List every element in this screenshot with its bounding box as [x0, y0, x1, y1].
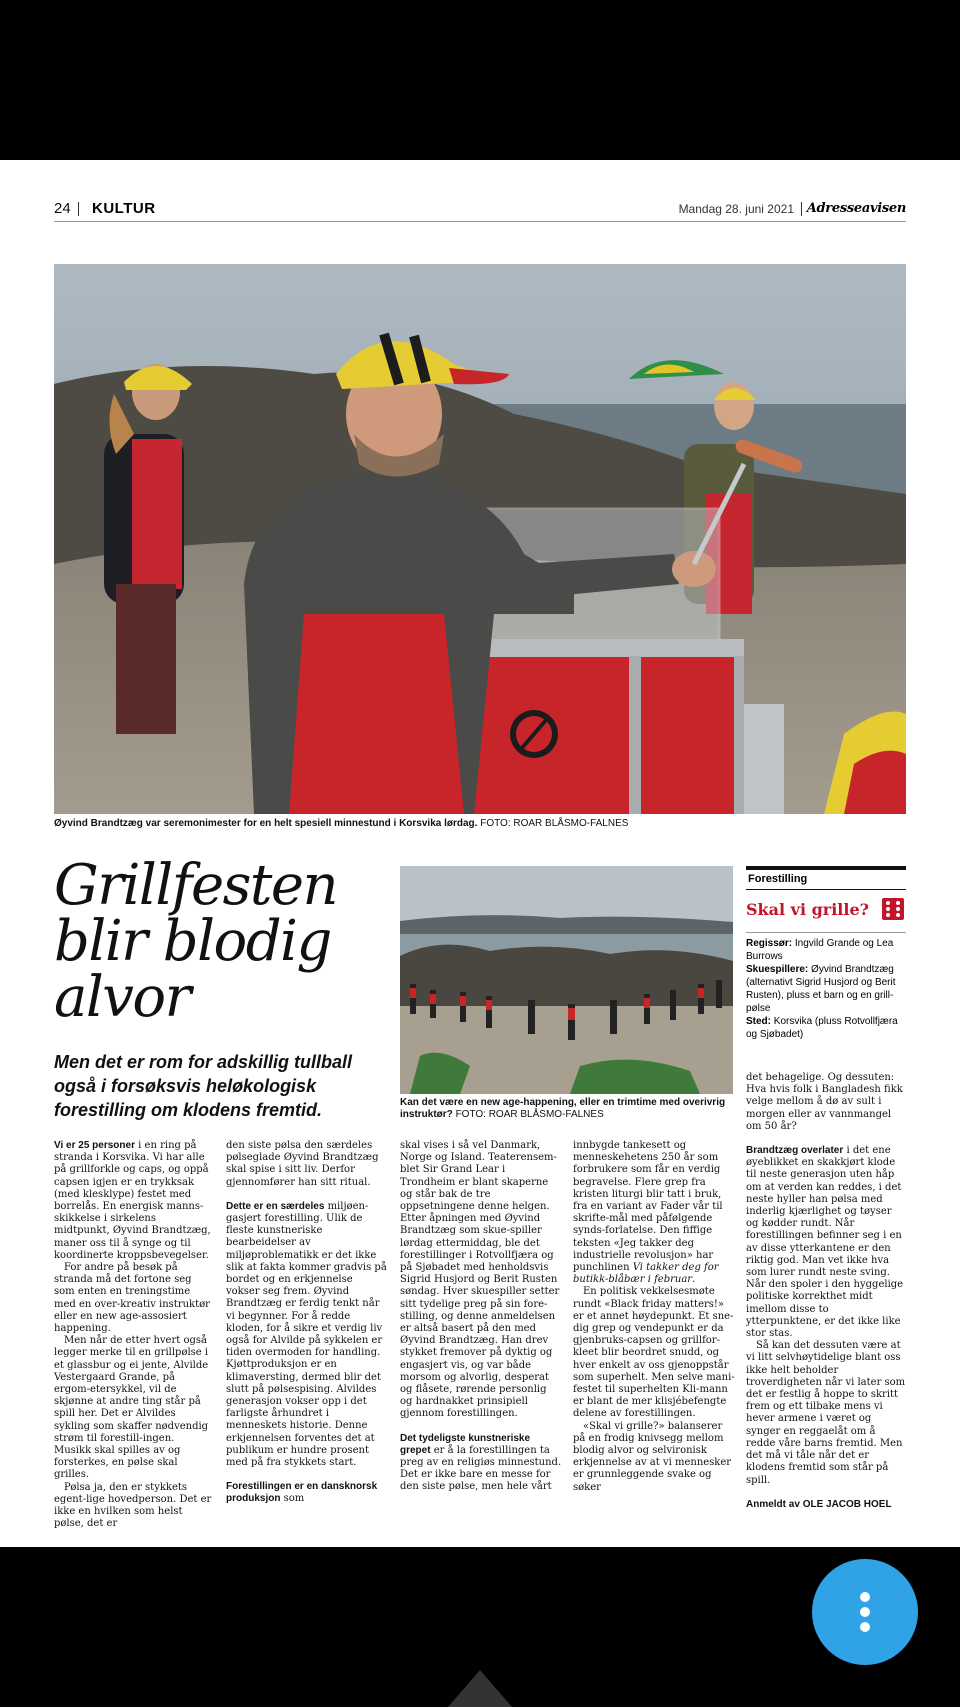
page-header	[54, 200, 906, 222]
newspaper-page[interactable]	[0, 160, 960, 1547]
review-title-text: Skal vi grille?	[746, 900, 870, 919]
viewer-top-bar	[0, 0, 960, 160]
review-kicker: Forestilling	[746, 870, 906, 890]
body-column-4	[573, 1140, 735, 1494]
secondary-caption-credit: FOTO: ROAR BLÅSMO-FALNES	[455, 1109, 604, 1120]
headline-line-3: alvor	[54, 965, 190, 1030]
issue-date: Mandag 28. juni 2021	[678, 202, 794, 216]
body-column-3	[400, 1140, 562, 1494]
director-line: Regissør: Ingvild Grande og Lea Burrows	[746, 938, 894, 962]
more-vertical-icon	[860, 1592, 870, 1602]
secondary-photo-image	[400, 866, 733, 1094]
venue-line: Sted: Korsvika (pluss Rotvollfjæra og Sjøbadet)	[746, 1016, 898, 1040]
body-paragraph: Forestillingen er en dansknorsk produksjon som	[226, 1481, 378, 1505]
body-paragraph: «Skal vi grille?» balanserer på en frodig knivsegg mellom blodig alvor og selvironisk erkjennelse av at vi mennesker er grunnleggende svake og søker	[573, 1420, 732, 1493]
scroll-up-indicator[interactable]	[448, 1670, 512, 1707]
body-paragraph: skal vises i så vel Danmark, Norge og Island. Teaterensem-blet Sir Grand Lear i Trondheim er blant skaperne og står bak de tre oppsetningene denne helgen. Etter åpningen med Øyvind Brandtzæg som skue-spiller lørdag ettermiddag, ble det forestillinger i Rotvollfjæra og på Sjøbadet med henholdsvis Sigrid Husjord og Berit Rusten søndag. Hver skuespiller setter sitt tydelige preg på sin fore-stilling, og denne anmeldelsen er altså basert på den med Øyvind Brandtzæg. Han drev stykket fremover på dyktig og engasjert vis, og var både morsom og alvorlig, desperat og flåsete, rørende personlig og hardnakket prinsipiell gjennom forestillingen.	[400, 1140, 560, 1420]
page-number: 24	[54, 200, 71, 217]
body-column-1	[54, 1140, 214, 1531]
body-paragraph: For andre på besøk på stranda må det fortone seg som enten en treningstime med en over-kreativ instruktør eller en new age-assosiert happening.	[54, 1262, 210, 1335]
hero-caption-credit: FOTO: ROAR BLÅSMO-FALNES	[480, 818, 629, 829]
secondary-caption-text: Kan det være en new age-happening, eller en trimtime med overivrig instruktør?	[400, 1097, 726, 1120]
dice-six-icon	[882, 898, 904, 920]
body-column-2	[226, 1140, 388, 1506]
body-paragraph: Pølsa ja, den er stykkets egent-lige hovedperson. Det er ikke en hvilken som helst pølse, det er	[54, 1481, 212, 1530]
headline-line-1: Grillfesten	[54, 853, 338, 918]
body-paragraph: En politisk vekkelsesmøte rundt «Black friday matters!» er et annet høydepunkt. Et sne-dig grep og vendepunkt er da gjenbruks-capsen og grillfor-kleet blir beordret snudd, og hver enkelt av oss gjenoppstår som superhelt. Men selve mani-festet til superhelten Kli-mann er blant de mer klisjébefengte delene av forestillingen.	[573, 1286, 735, 1420]
body-paragraph: det behagelige. Og dessuten: Hva hvis folk i Bangladesh fikk velge mellom å dø av sult i morgen eller av vannmangel om 50 år?	[746, 1072, 903, 1132]
newspaper-logo: Adresseavisen	[806, 201, 906, 216]
body-paragraph: Så kan det dessuten være at vi litt selvhøytidelige blant oss ikke helt beholder troverdigheten når vi later som det er festlig å hoppe to skritt frem og ett tilbake mens vi hever armene i været og synger en reggaelåt om å redde våre barns fremtid. Men det må vi tåle når det er klodens fremtid som står på spill.	[746, 1340, 906, 1486]
actors-line: Skuespillere: Øyvind Brandtzæg (alternativt Sigrid Husjord og Berit Rusten), pluss et barn og en grill-pølse	[746, 964, 896, 1014]
body-paragraph: Vi er 25 personer i en ring på stranda i Korsvika. Vi har alle på grillforkle og caps, og oppå capsen igjen er en trykksak (med klesklype) festet med borrelås. En energisk manns-skikkelse i sirkelens midtpunkt, Øyvind Brandtzæg, maner oss til å synge og til koordinerte kroppsbevegelser.	[54, 1140, 211, 1261]
hero-photo-image	[54, 264, 906, 814]
header-divider	[78, 202, 79, 216]
review-signature: Anmeldt av OLE JACOB HOEL	[746, 1498, 892, 1510]
body-paragraph: Det tydeligste kunstneriske grepet er å la forestillingen ta preg av en religiøs minnestund. Det er ikke bare en messe for den siste pølse, men hele vårt	[400, 1432, 562, 1493]
more-options-button[interactable]	[812, 1559, 918, 1665]
body-paragraph: innbygde tankesett og menneskehetens 250 år som forbrukere som får en verdig begravelse. Flere grep fra kristen liturgi blir tatt i bruk, fra en variant av Fader vår til skrifte-mål med påfølgende synds-forlatelse. Den fiffige teksten «Jeg takker deg industrielle revolusjon» har punchlinen Vi takker deg for butikk-blåbær i februar.	[573, 1140, 723, 1286]
body-paragraph: den siste pølsa den særdeles pølseglade Øyvind Brandtzæg skal spise i sitt liv. Derfor gjennomfører han sitt ritual.	[226, 1140, 379, 1188]
review-credits	[746, 937, 906, 1041]
section-label: KULTUR	[92, 200, 156, 217]
article-ingress: Men det er rom for adskillig tullball også i forsøksvis heløkologisk forestilling om klodens fremtid.	[54, 1052, 353, 1120]
review-box	[746, 866, 906, 1041]
body-column-5	[746, 1072, 906, 1511]
headline-line-2: blir blodig	[54, 909, 331, 974]
article-headline	[54, 853, 354, 1030]
hero-caption	[54, 818, 906, 829]
body-paragraph: Dette er en særdeles miljøen-gasjert forestilling. Ulik de fleste kunstneriske bearbeidelser av miljøproblematikk er det ikke slik at fakta kommer gradvis på bordet og en erkjennelse vokser seg frem. Øyvind Brandtzæg er ferdig tenkt når vi begynner. For å redde kloden, for å sikre et verdig liv også for Alvilde på sykkelen er tiden overmoden for handling. Kjøttproduksjon er en klimaversting, dermed blir det slutt på pølsespising. Alvildes generasjon vokser opp i det farligste århundret i menneskets historie. Denne erkjennelsen forventes det at publikum er hundre prosent med på fra stykkets start.	[226, 1200, 387, 1469]
body-paragraph: Men når de etter hvert også legger merke til en grillpølse i et glassbur og ei jente, Alvilde Vestergaard Grande, på ergom-etersykkel, vil de skjønne at andre ting står på spill her. Det er Alvildes sykling som skaffer nødvendig strøm til forestill-ingen. Musikk skal spilles av og forsterkes, en pølse skal grilles.	[54, 1335, 209, 1481]
secondary-photo	[400, 866, 733, 1094]
header-divider-right	[801, 202, 802, 216]
hero-caption-text: Øyvind Brandtzæg var seremonimester for en helt spesiell minnestund i Korsvika lørdag.	[54, 818, 478, 829]
body-paragraph: Brandtzæg overlater i det ene øyeblikket en skakkjørt klode til neste generasjon uten håp om at verden kan reddes, i det neste hyller han pølsa med inderlig kjærlighet og tøyser og kødder rundt. Når forestillingen befinner seg i en av disse ytterkantene er den riktig god. Man vet ikke hva som lurer rundt neste sving. Når den spoler i den hyggelige politiske korrekthet midt imellom disse to ytterpunktene, er det ikke like stor stas.	[746, 1145, 904, 1340]
secondary-photo-caption	[400, 1097, 733, 1121]
review-divider	[746, 932, 906, 933]
hero-photo	[54, 264, 906, 814]
review-title	[746, 900, 906, 926]
